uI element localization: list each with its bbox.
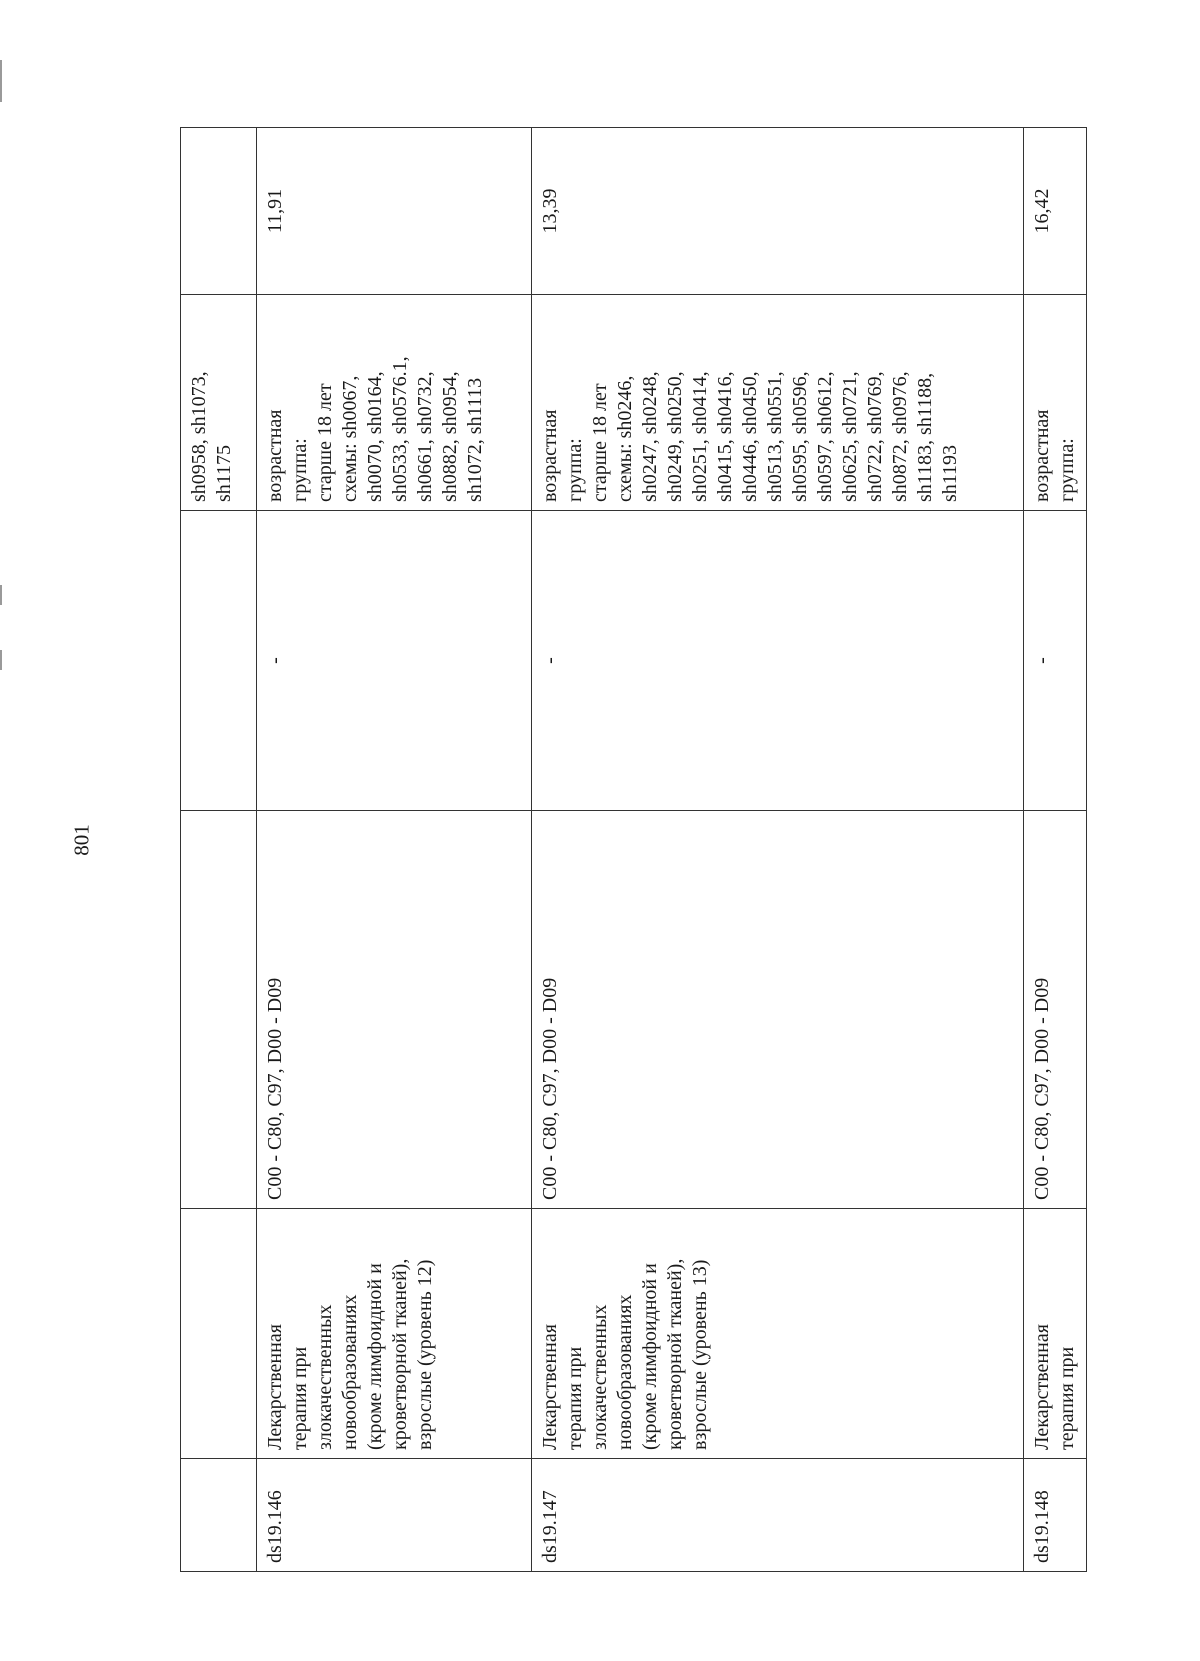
table-row [532,128,1024,1572]
table-row-continuation [181,128,257,1572]
cell-name: Лекарственная терапия при злокачественных новообразованиях (кроме лимфоидной и кроветворной тканей), взрослые (уровень 12) [257,1209,532,1459]
rotated-table-container [180,128,1085,1572]
cell-name: Лекарственная терапия при злокачественных новообразованиях (кроме лимфоидной и кроветворной тканей), взрослые (уровень 13) [532,1209,1024,1459]
cell-code: ds19.147 [532,1459,1024,1572]
cell-code: ds19.146 [257,1459,532,1572]
cell-diagnosis: C00 - C80, C97, D00 - D09 [532,811,1024,1209]
cell-extra [181,511,257,811]
cell-coefficient: 13,39 [532,128,1024,295]
cell-coefficient [181,128,257,295]
cell-criteria: возрастная группа: [1024,295,1087,511]
cell-coefficient: 16,42 [1024,128,1087,295]
scan-edge-mark-middle [0,585,2,605]
cell-extra: - [1024,511,1087,811]
cell-name [181,1209,257,1459]
cell-criteria: sh0958, sh1073, sh1175 [181,295,257,511]
cell-criteria: возрастная группа: старше 18 лет схемы: sh0246, sh0247, sh0248, sh0249, sh0250, sh0251, sh0414, sh0415, sh0416, sh0446, sh0450, sh0513, sh0551, sh0595, sh0596, sh0597, sh0612, sh0625, sh0721, sh0722, sh0769, sh0872, sh0976, sh1183, sh1188, sh1193 [532,295,1024,511]
cell-diagnosis: C00 - C80, C97, D00 - D09 [257,811,532,1209]
cell-diagnosis [181,811,257,1209]
cell-code: ds19.148 [1024,1459,1087,1572]
cell-coefficient: 11,91 [257,128,532,295]
cell-criteria: возрастная группа: старше 18 лет схемы: sh0067, sh0070, sh0164, sh0533, sh0576.1, sh0661, sh0732, sh0882, sh0954, sh1072, sh1113 [257,295,532,511]
cell-name: Лекарственная терапия при [1024,1209,1087,1459]
cell-diagnosis: C00 - C80, C97, D00 - D09 [1024,811,1087,1209]
table-row [257,128,532,1572]
tariff-table [180,127,1087,1572]
scan-edge-mark-bottom [0,650,2,670]
page-number: 801 [69,824,94,856]
table-row [1024,128,1087,1572]
cell-extra: - [532,511,1024,811]
cell-code [181,1459,257,1572]
scan-edge-mark-top [0,60,2,102]
cell-extra: - [257,511,532,811]
